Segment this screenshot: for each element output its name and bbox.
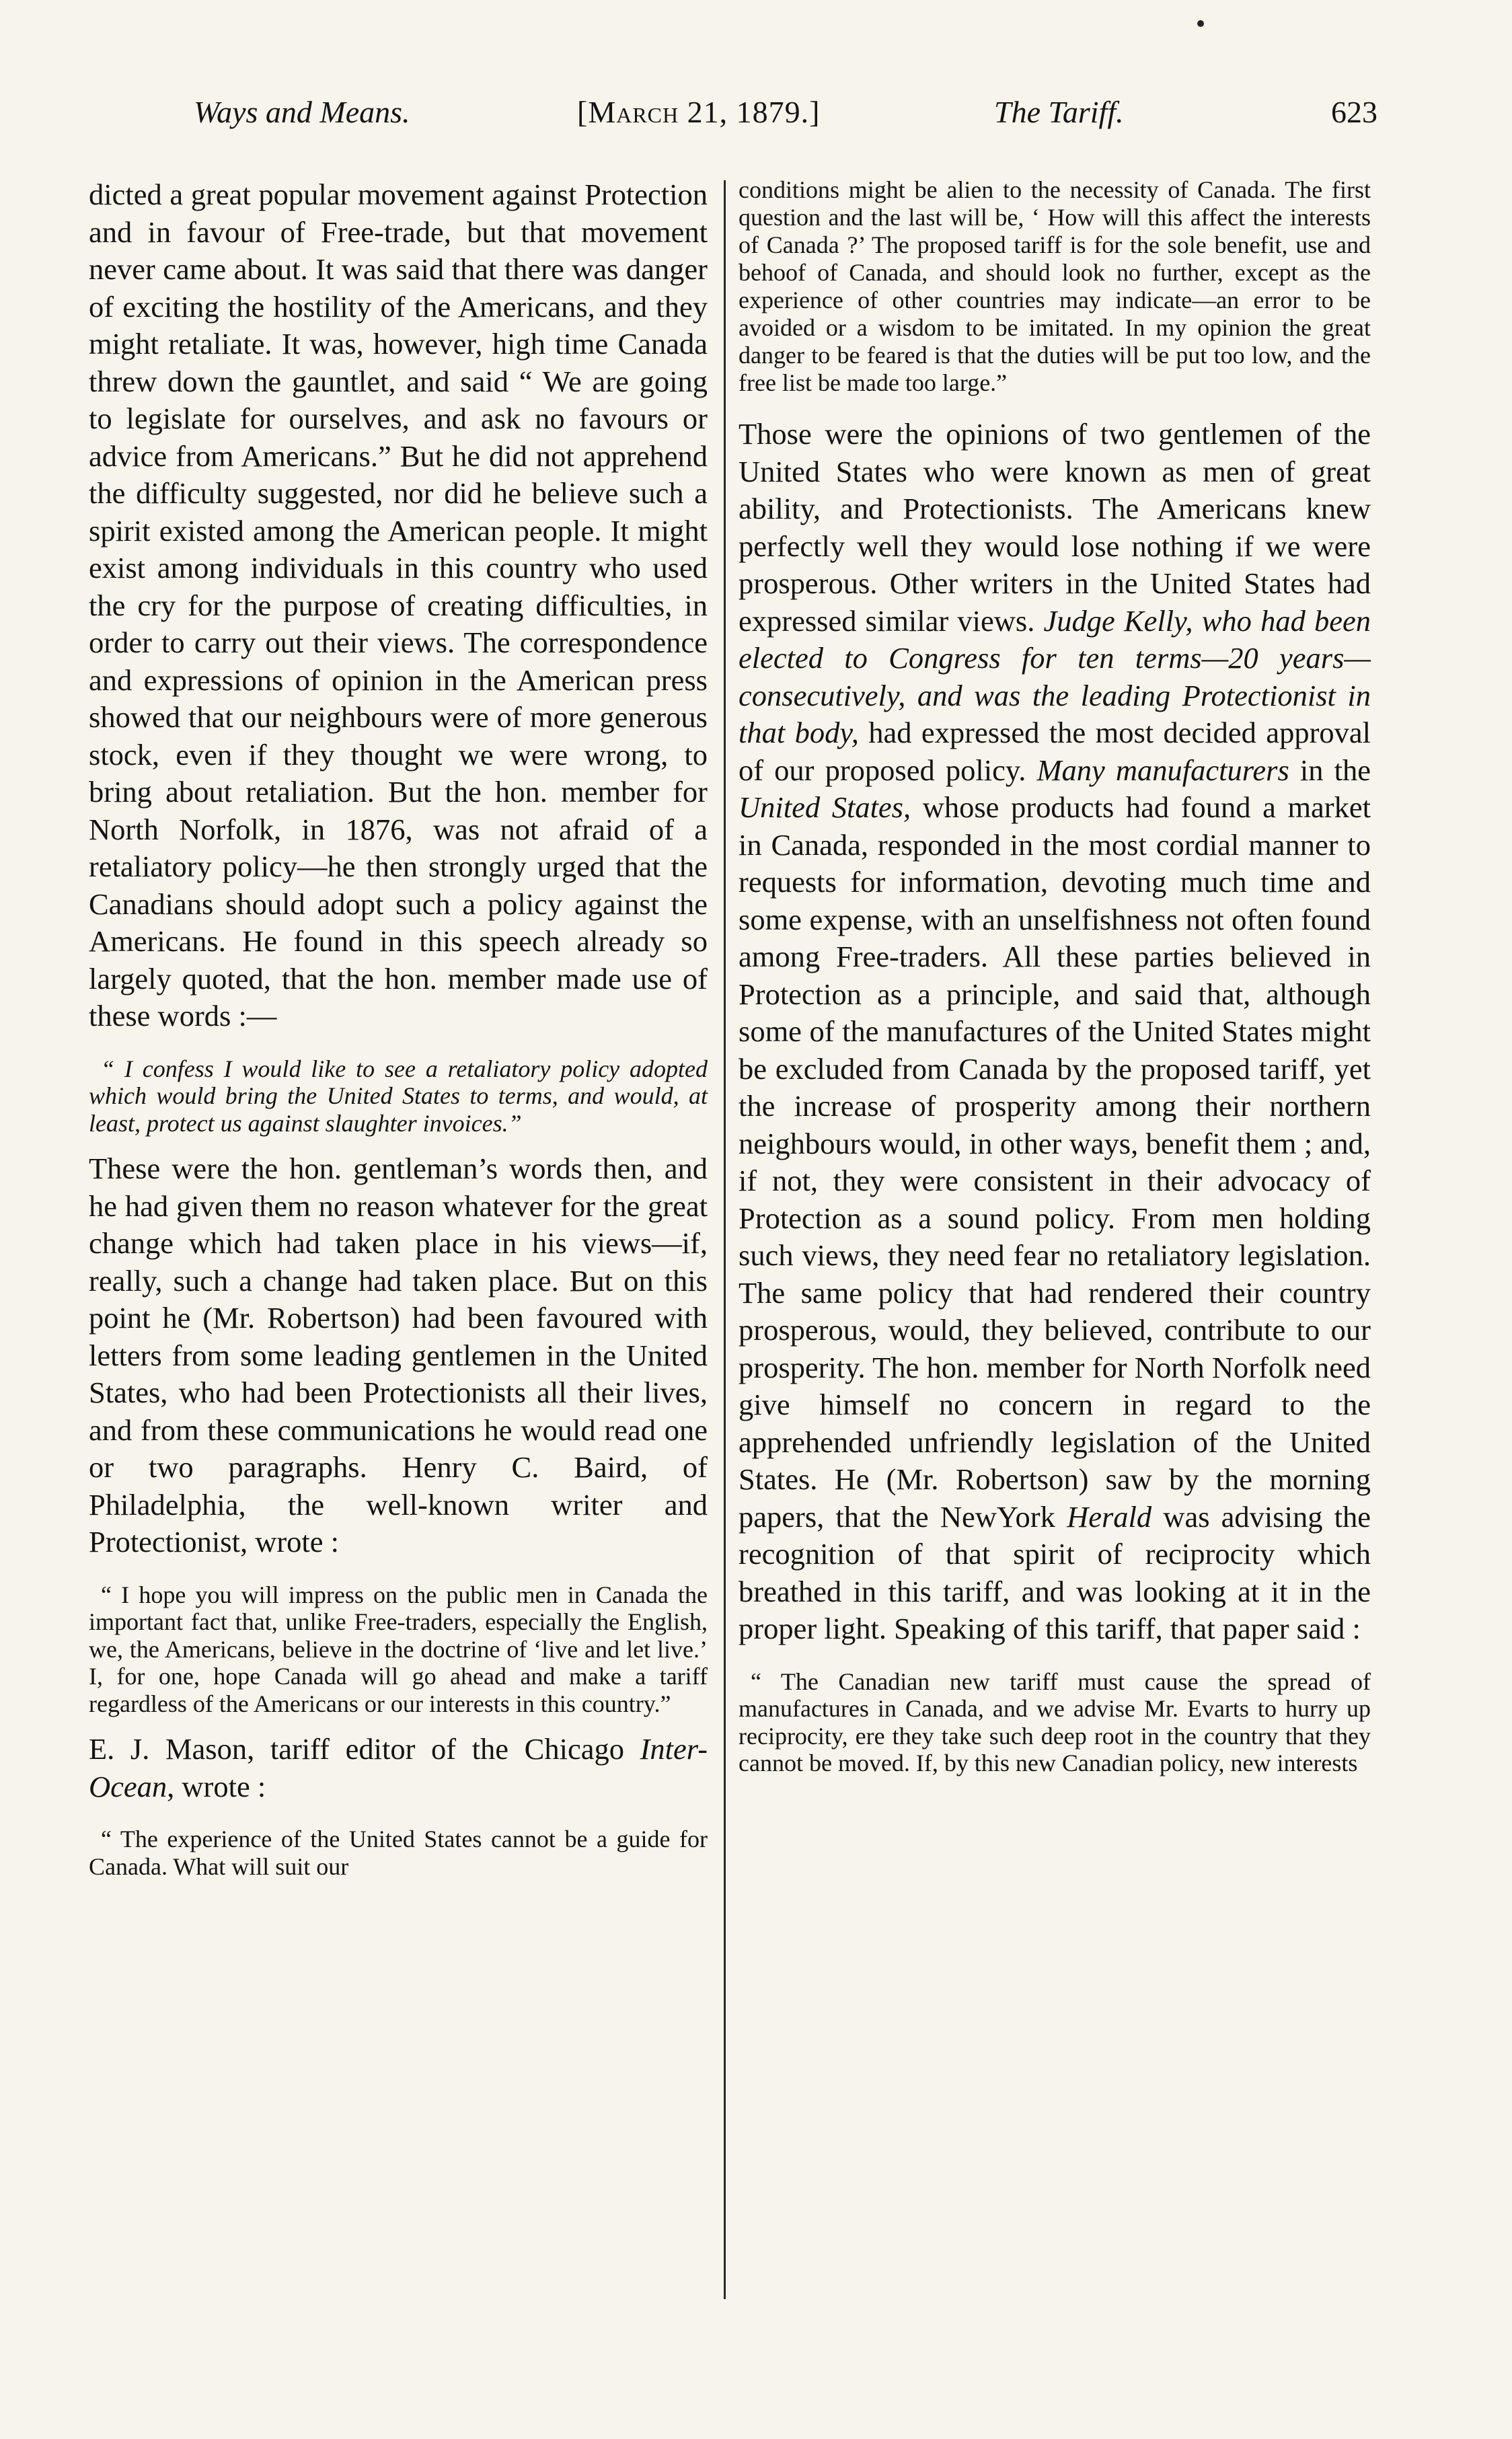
running-head xyxy=(175,94,1377,141)
right-column xyxy=(739,176,1371,1791)
paragraph-mason xyxy=(89,1731,708,1805)
quote-herald: “ The Canadian new tariff must cause the spread of manufactures in Canada, and we advise Mr. Evarts to hurry up reciprocity, ere they take such deep root in the country that they cannot be moved. If, by this new Canadian policy, new interests xyxy=(739,1667,1371,1776)
opinions-text-a: Those were the opinions of two gentlemen of the United States who were known as men of great ability, and Protectionists. The Americans knew perfectly well they would lose nothing if we were prosperous. Other writers in the United States had expressed similar views. xyxy=(739,417,1371,638)
page-number: 623 xyxy=(1331,95,1377,129)
paragraph-opinions xyxy=(739,416,1371,1648)
mason-paper-name: Inter-Ocean xyxy=(89,1732,708,1803)
quote-mason-continued: conditions might be alien to the necessity of Canada. The first question and the last will be, ‘ How will this affect the interests of Canada ?’ The proposed tariff is for the sole benefit, use and behoof of Canada, and should look no further, except as the experience of other countries may indicate—an error to be avoided or a wisdom to be imitated. In my opinion the great danger to be feared is that the duties will be put too low, and the free list be made too large.” xyxy=(739,176,1371,396)
mason-suffix: , wrote : xyxy=(167,1769,266,1803)
running-head-date: [March 21, 1879.] xyxy=(577,95,821,129)
opinions-italic-us: United States, xyxy=(739,790,911,824)
page-mark-dot xyxy=(1197,20,1204,27)
column-divider xyxy=(724,180,726,2299)
running-head-topic: The Tariff. xyxy=(994,95,1124,129)
opinions-text-d: whose products had found a market in Canada, responded in the most cordial manner to requests for information, devoting much time and some expense, with an unselfishness not often found among Free-traders. All these parties believed in Protection as a principle, and said that, although some of the manufactures of the United States might be excluded from Canada by the proposed tariff, yet the increase of prosperity among their northern neighbours would, in other ways, benefit them ; and, if not, they were consistent in their advocacy of Protection as a sound policy. From men holding such views, they need fear no retaliatory legislation. The same policy that had rendered their country prosperous, would, they believed, contribute to our prosperity. The hon. member for North Norfolk need give himself no concern in regard to the apprehended unfriendly legislation of the United States. He (Mr. Robertson) saw by the morning papers, that the NewYork xyxy=(739,790,1371,1534)
paragraph-retaliation: dicted a great popular movement against Protection and in favour of Free-trade, but that movement never came about. It was said that there was danger of exciting the hostility of the Americans, and they might retaliate. It was, however, high time Canada threw down the gauntlet, and said “ We are going to legislate for ourselves, and ask no favours or advice from Americans.” But he did not apprehend the difficulty suggested, nor did he believe such a spirit existed among the American people. It might exist among individuals in this country who used the cry for the purpose of creating difficulties, in order to carry out their views. The correspondence and expressions of opinion in the American press showed that our neighbours were of more generous stock, even if they thought we were wrong, to bring about retaliation. But the hon. member for North Norfolk, in 1876, was not afraid of a retaliatory policy—he then strongly urged that the Canadians should adopt such a policy against the Americans. He found in this speech already so largely quoted, that the hon. member made use of these words :— xyxy=(89,178,708,1033)
quote-mason-start: “ The experience of the United States cannot be a guide for Canada. What will suit our xyxy=(89,1826,708,1880)
left-column xyxy=(89,176,708,1893)
paragraph-letters: These were the hon. gentleman’s words then, and he had given them no reason whatever for the great change which had taken place in his views—if, really, such a change had taken place. But on this point he (Mr. Robertson) had been favoured with letters from some leading gentlemen in the United States, who had been Protectionists all their lives, and from these communications he would read one or two paragraphs. Henry C. Baird, of Philadelphia, the well-known writer and Protectionist, wrote : xyxy=(89,1152,708,1559)
mason-prefix: E. J. Mason, tariff editor of the Chicago xyxy=(89,1732,624,1766)
quote-retaliatory-policy: “ I confess I would like to see a retaliatory policy adopted which would bring the United States to terms, and would, at least, protect us against slaughter invoices.” xyxy=(89,1055,708,1137)
opinions-text-b: had expressed the most decided approval of our proposed policy. xyxy=(739,716,1371,787)
opinions-text-e: was advising the recognition of that spirit of reciprocity which breathed in this tariff, and was looking at it in the proper light. Speaking of this tariff, that paper said : xyxy=(739,1499,1371,1645)
opinions-italic-kelly: Judge Kelly, who had been elected to Congress for ten terms—20 years—consecutively, and was the leading Protectionist in that body, xyxy=(739,603,1371,749)
opinions-italic-herald: Herald xyxy=(1067,1499,1152,1534)
opinions-text-c: in the xyxy=(1299,753,1371,787)
quote-baird: “ I hope you will impress on the public men in Canada the important fact that, unlike Free-traders, especially the English, we, the Americans, believe in the doctrine of ‘live and let live.’ I, for one, hope Canada will go ahead and make a tariff regardless of the Americans or our interests in this country.” xyxy=(89,1581,708,1717)
running-head-section: Ways and Means. xyxy=(194,95,410,129)
opinions-italic-manufacturers: Many manufacturers xyxy=(1036,753,1289,787)
